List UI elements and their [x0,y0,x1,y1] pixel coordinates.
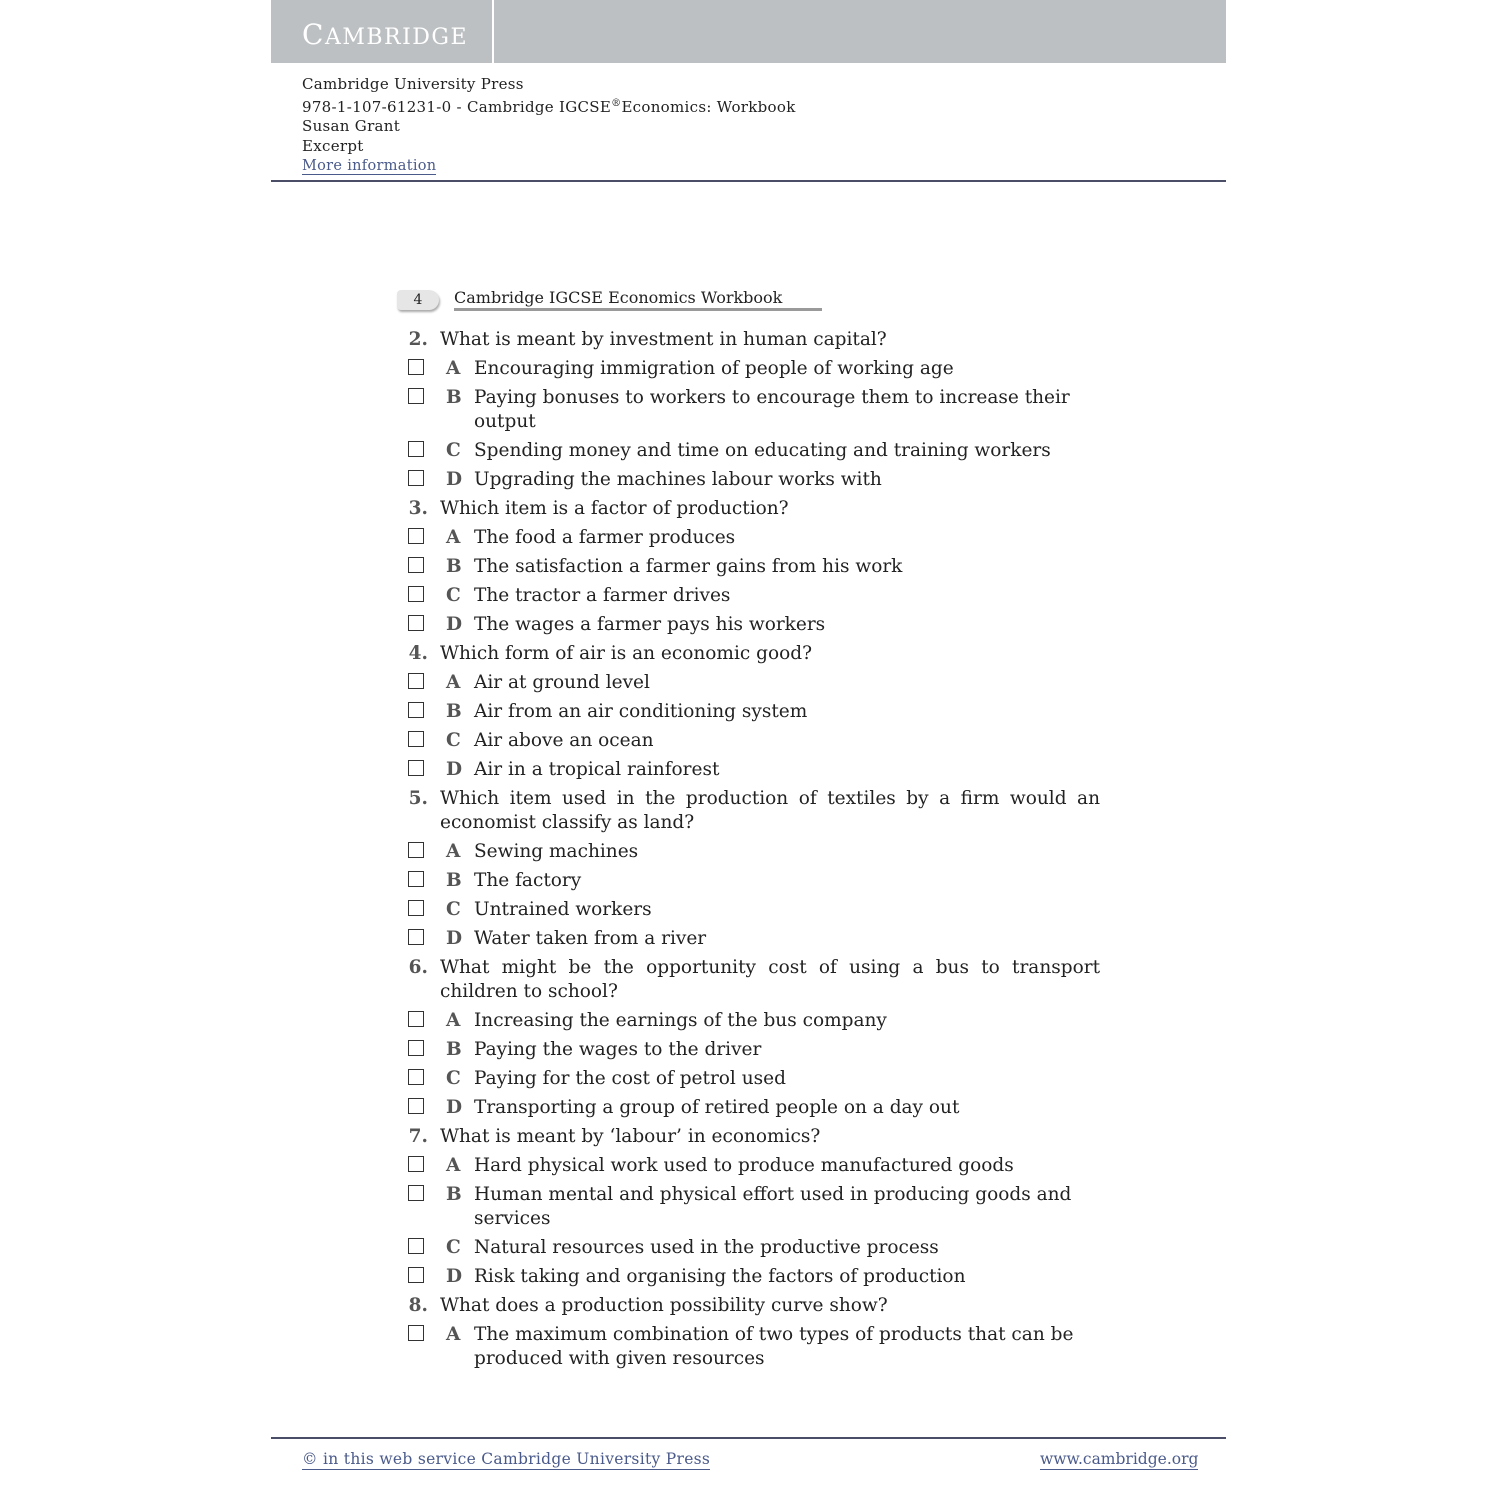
question-number: 5. [408,788,428,809]
option-text: Paying for the cost of petrol used [474,1068,786,1089]
option-text: The factory [474,870,582,891]
option-letter: B [446,701,462,722]
answer-option [400,386,1100,434]
running-head-rule [454,308,822,311]
option-text: Transporting a group of retired people on a day out [474,1097,960,1118]
answer-option [400,700,1100,724]
option-text: Hard physical work used to produce manufactured goods [474,1155,1014,1176]
answer-option [400,1323,1100,1371]
question-text: What does a production possibility curve show? [440,1295,888,1316]
option-text: Paying the wages to the driver [474,1039,762,1060]
option-letter: D [446,759,463,780]
answer-option [400,357,1100,381]
answer-checkbox[interactable] [408,929,424,945]
answer-option [400,671,1100,695]
answer-option [400,927,1100,951]
answer-option [400,758,1100,782]
website-link[interactable]: www.cambridge.org [1040,1450,1199,1468]
option-letter: D [446,469,463,490]
question-list [400,328,1100,1376]
option-text: Spending money and time on educating and training workers [474,440,1051,461]
answer-option [400,1096,1100,1120]
answer-checkbox[interactable] [408,1325,424,1341]
registered-mark: ® [611,98,622,110]
answer-checkbox[interactable] [408,388,424,404]
footer-rule [271,1437,1226,1439]
option-text: Air at ground level [474,672,650,693]
option-letter: C [446,730,461,751]
answer-checkbox[interactable] [408,673,424,689]
answer-checkbox[interactable] [408,359,424,375]
option-text: Air in a tropical rainforest [474,759,720,780]
option-letter: B [446,870,462,891]
answer-checkbox[interactable] [408,900,424,916]
answer-checkbox[interactable] [408,1011,424,1027]
option-letter: C [446,1237,461,1258]
question-text: Which form of air is an economic good? [440,643,812,664]
answer-checkbox[interactable] [408,1267,424,1283]
option-letter: B [446,556,462,577]
isbn-title [302,94,796,117]
more-information-link[interactable]: More information [302,157,437,174]
answer-option [400,1067,1100,1091]
option-text: Increasing the earnings of the bus company [474,1010,887,1031]
option-letter: A [446,1010,461,1031]
option-letter: A [446,1324,461,1345]
answer-option [400,439,1100,463]
option-letter: D [446,1097,463,1118]
option-letter: D [446,928,463,949]
question-text: What is meant by ‘labour’ in economics? [440,1126,821,1147]
answer-checkbox[interactable] [408,1040,424,1056]
question-number: 2. [408,329,428,350]
question-text: What is meant by investment in human capital? [440,329,887,350]
answer-option [400,840,1100,864]
option-text: Natural resources used in the productive process [474,1237,939,1258]
isbn-title-after: Economics: Workbook [621,98,796,117]
option-letter: A [446,527,461,548]
answer-option [400,1038,1100,1062]
question-text: Which item is a factor of production? [440,498,789,519]
answer-checkbox[interactable] [408,842,424,858]
option-letter: C [446,899,461,920]
option-text: Sewing machines [474,841,639,862]
option-letter: C [446,1068,461,1089]
option-text: The wages a farmer pays his workers [474,614,826,635]
option-text: Human mental and physical effort used in producing goods and services [474,1184,1072,1229]
book-metadata [302,75,796,175]
question-number: 3. [408,498,428,519]
answer-checkbox[interactable] [408,586,424,602]
answer-checkbox[interactable] [408,1069,424,1085]
question [400,497,1100,521]
running-title: Cambridge IGCSE Economics Workbook [454,288,783,307]
answer-option [400,869,1100,893]
question-text: Which item used in the production of textiles by a firm would an economist classify as land? [440,788,1100,833]
answer-checkbox[interactable] [408,1238,424,1254]
answer-checkbox[interactable] [408,557,424,573]
logo-initial: C [302,18,325,51]
answer-checkbox[interactable] [408,470,424,486]
question-number: 8. [408,1295,428,1316]
question-number: 4. [408,643,428,664]
option-text: Air from an air conditioning system [474,701,808,722]
answer-option [400,526,1100,550]
answer-option [400,613,1100,637]
question [400,1125,1100,1149]
answer-option [400,1009,1100,1033]
header-rule [271,180,1226,182]
answer-checkbox[interactable] [408,528,424,544]
option-text: Encouraging immigration of people of working age [474,358,954,379]
answer-option [400,555,1100,579]
answer-option [400,1265,1100,1289]
isbn-title-before: 978-1-107-61231-0 - Cambridge IGCSE [302,98,612,117]
answer-option [400,468,1100,492]
question-number: 6. [408,957,428,978]
question [400,642,1100,666]
answer-option [400,1154,1100,1178]
option-letter: B [446,387,462,408]
question [400,328,1100,352]
question [400,787,1100,835]
answer-option [400,1236,1100,1260]
answer-checkbox[interactable] [408,1156,424,1172]
option-text: Water taken from a river [474,928,707,949]
option-text: The maximum combination of two types of products that can be produced with given resources [474,1324,1074,1369]
banner-divider [492,0,494,63]
option-text: Paying bonuses to workers to encourage them to increase their output [474,387,1070,432]
answer-checkbox[interactable] [408,1098,424,1114]
option-letter: C [446,440,461,461]
answer-checkbox[interactable] [408,760,424,776]
question [400,1294,1100,1318]
answer-checkbox[interactable] [408,731,424,747]
header-banner [271,0,1226,63]
option-text: Air above an ocean [474,730,654,751]
answer-checkbox[interactable] [408,871,424,887]
logo-rest: AMBRIDGE [324,25,469,50]
option-text: Untrained workers [474,899,652,920]
option-letter: A [446,672,461,693]
author: Susan Grant [302,117,401,136]
answer-option [400,584,1100,608]
option-letter: C [446,585,461,606]
question-text: What might be the opportunity cost of using a bus to transport children to school? [440,957,1100,1002]
answer-checkbox[interactable] [408,441,424,457]
cambridge-logo [302,18,468,51]
answer-option [400,1183,1100,1231]
publisher: Cambridge University Press [302,75,524,93]
option-letter: A [446,1155,461,1176]
answer-option [400,729,1100,753]
question [400,956,1100,1004]
option-text: Upgrading the machines labour works with [474,469,882,490]
option-letter: B [446,1039,462,1060]
option-letter: D [446,614,463,635]
page-number-tab: 4 [397,290,439,310]
question-number: 7. [408,1126,428,1147]
option-text: Risk taking and organising the factors of production [474,1266,966,1287]
answer-checkbox[interactable] [408,1185,424,1201]
option-letter: A [446,358,461,379]
answer-checkbox[interactable] [408,615,424,631]
excerpt-label: Excerpt [302,136,364,155]
answer-option [400,898,1100,922]
option-text: The satisfaction a farmer gains from his work [474,556,903,577]
option-text: The food a farmer produces [474,527,736,548]
copyright-link[interactable]: © in this web service Cambridge University Press [302,1450,711,1468]
option-letter: D [446,1266,463,1287]
option-letter: B [446,1184,462,1205]
answer-checkbox[interactable] [408,702,424,718]
option-text: The tractor a farmer drives [474,585,731,606]
option-letter: A [446,841,461,862]
